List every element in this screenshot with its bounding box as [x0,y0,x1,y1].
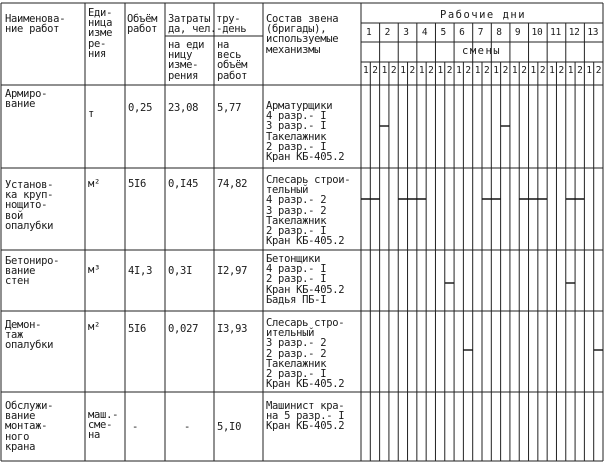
shift-number: 2 [409,65,415,76]
shift-number: 1 [381,65,388,76]
day-number: 9 [514,27,521,38]
shift-number: 1 [437,65,443,76]
shift-number: 2 [502,65,509,76]
day-number: 2 [384,27,391,38]
row-crew: Слесарь стро- ительный 3 разр.- 2 2 разр.- 2 Такелажник 2 разр.- I Кран КБ-405.2 [266,317,345,391]
row-crew: Машинист кра- на 5 разр.- I Кран КБ-405.2 [266,400,345,433]
header-volume: Объём работ [127,13,158,36]
row-work-name: Установ- ка круп- нощито- вой опалубки [5,179,54,232]
row-unit: м³ [88,264,101,276]
day-number: 5 [440,27,446,38]
row-labor-total: I2,97 [217,265,248,277]
day-number: 10 [531,27,543,38]
row-labor-per-unit: - [184,421,191,433]
shift-number: 1 [567,65,574,76]
row-work-name: Обслужи- вание монтаж- ного крана [5,400,54,453]
header-unit: Еди- ница изме ре- ния [88,7,113,60]
row-unit: т [88,108,95,120]
shift-number: 1 [474,65,481,76]
row-crew: Бетонщики 4 разр.- I 2 разр.- I Кран КБ-405.2 Бадья ПБ-I [266,253,345,306]
header-labor-costs: Затраты тру- да, чел.-день [168,13,247,36]
row-volume: 4I,3 [128,265,153,277]
shift-number: 2 [539,65,546,76]
row-labor-per-unit: 0,I45 [168,178,199,190]
shift-number: 2 [390,65,397,76]
shift-number: 1 [549,65,555,76]
shift-number: 1 [493,65,499,76]
row-volume: 5I6 [128,323,147,335]
row-crew: Слесарь строи- тельный 4 разр.- 2 3 разр.- 2 Такелажник 2 разр.- I Кран КБ-405.2 [266,174,351,248]
shift-number: 1 [530,65,536,76]
shift-number: 2 [577,65,583,76]
shift-number: 2 [428,65,434,76]
row-unit: маш.- сме- на [88,409,119,442]
day-number: 8 [496,27,502,38]
shift-number: 1 [400,65,406,76]
day-number: 7 [477,27,484,38]
shift-number: 1 [586,65,592,76]
shift-number: 2 [446,65,453,76]
header-shifts: смены [462,45,502,57]
row-volume: 0,25 [128,102,153,114]
shift-number: 2 [595,65,602,76]
day-number: 3 [403,27,409,38]
row-volume: 5I6 [128,178,147,190]
row-labor-per-unit: 23,08 [168,102,199,114]
row-labor-total: I3,93 [217,323,248,335]
day-number: 4 [421,27,428,38]
row-volume: - [132,421,139,433]
row-work-name: Демон- таж опалубки [5,319,54,352]
row-crew: Арматурщики 4 разр.- I 3 разр.- I Такелажник 2 разр.- I Кран КБ-405.2 [266,100,345,164]
shift-number: 2 [521,65,527,76]
shift-number: 1 [363,65,369,76]
day-number: 6 [459,27,465,38]
row-labor-per-unit: 0,027 [168,323,199,335]
shift-number: 2 [558,65,564,76]
shift-number: 1 [456,65,462,76]
header-labor-total: на весь объём работ [217,39,248,82]
row-unit: м² [88,178,101,190]
row-work-name: Армиро- вание [5,88,48,111]
shift-number: 2 [484,65,490,76]
day-number: 12 [568,27,580,38]
row-unit: м² [88,321,101,333]
header-working-days: Рабочие дни [440,9,527,21]
shift-number: 1 [418,65,425,76]
row-labor-total: 5,77 [217,102,242,114]
day-number: 11 [550,27,561,38]
row-labor-per-unit: 0,3I [168,265,193,277]
row-labor-total: 74,82 [217,178,248,190]
header-work-name: Наименова- ние работ [5,13,66,36]
day-number: 13 [587,27,599,38]
header-labor-per-unit: на еди ницу изме- рения [168,39,205,82]
shift-number: 2 [465,65,471,76]
shift-number: 1 [511,65,518,76]
shift-number: 2 [372,65,378,76]
header-crew: Состав звена (бригады), используемые механизмы [266,13,339,56]
row-work-name: Бетониро- вание стен [5,255,60,288]
day-number: 1 [366,27,372,38]
row-labor-total: 5,I0 [217,421,242,433]
